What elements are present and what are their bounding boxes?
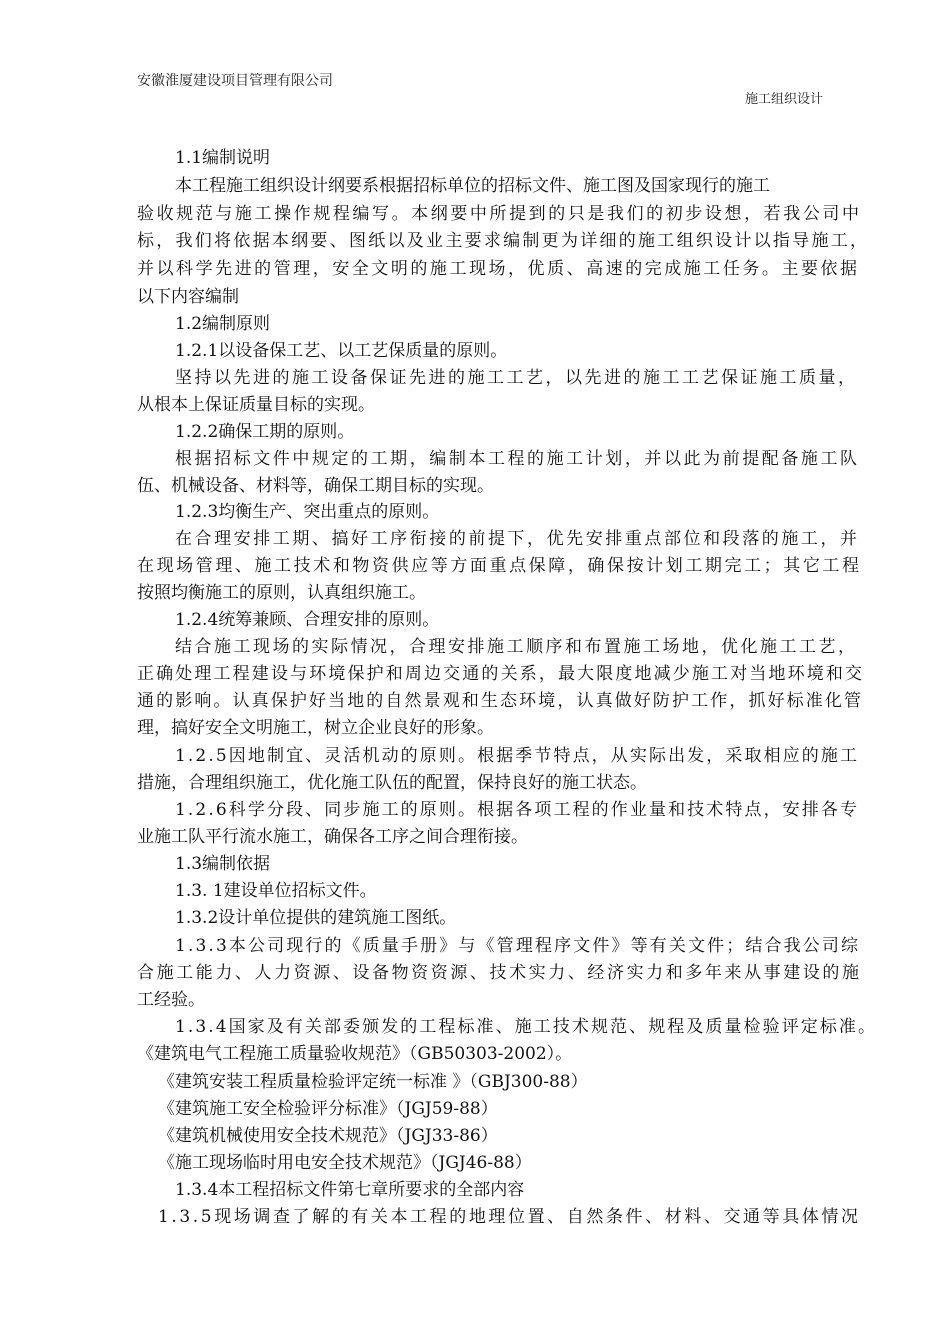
header-company: 安徽淮厦建设项目管理有限公司 — [137, 73, 333, 89]
text-line: 1.2编制原则 — [175, 314, 271, 334]
text-line: 措施，合理组织施工，优化施工队伍的配置，保持良好的施工状态。 — [137, 773, 647, 793]
text-line: 验收规范与施工操作规程编写。本纲要中所提到的只是我们的初步设想，若我公司中 — [137, 204, 862, 224]
text-line: 1.3编制依据 — [175, 854, 271, 874]
text-line: 业施工队平行流水施工，确保各工序之间合理衔接。 — [137, 827, 528, 847]
text-line: 1.3.2设计单位提供的建筑施工图纸。 — [175, 908, 457, 928]
text-line: 1.3.3本公司现行的《质量手册》与《管理程序文件》等有关文件；结合我公司综 — [175, 936, 861, 956]
text-line: 1.2.2确保工期的原则。 — [175, 422, 355, 442]
text-line: 结合施工现场的实际情况，合理安排施工顺序和布置施工场地，优化施工工艺， — [175, 637, 858, 657]
text-line: 《建筑安装工程质量检验评定统一标准 》（GBJ300-88） — [158, 1072, 588, 1092]
text-line: 理，搞好安全文明施工，树立企业良好的形象。 — [137, 718, 494, 738]
text-line: 本工程施工组织设计纲要系根据招标单位的招标文件、施工图及国家现行的施工 — [175, 176, 770, 196]
text-line: 在合理安排工期、搞好工序衔接的前提下，优先安排重点部位和段落的施工，并 — [175, 529, 860, 549]
text-line: 以下内容编制 — [137, 287, 239, 307]
text-line: 工经验。 — [137, 990, 205, 1010]
text-line: 从根本上保证质量目标的实现。 — [137, 395, 375, 415]
text-line: 正确处理工程建设与环境保护和周边交通的关系，最大限度地减少施工对当地环境和交 — [137, 664, 865, 684]
text-line: 1.2.1以设备保工艺、以工艺保质量的原则。 — [175, 341, 508, 361]
text-line: 1.3.4国家及有关部委颁发的工程标准、施工技术规范、规程及质量检验评定标准。 — [175, 1017, 878, 1037]
header-doc-title: 施工组织设计 — [745, 92, 824, 107]
text-line: 坚持以先进的施工设备保证先进的施工工艺，以先进的施工工艺保证施工质量， — [175, 368, 858, 388]
text-line: 并以科学先进的管理，安全文明的施工现场，优质、高速的完成施工任务。主要依据 — [137, 259, 860, 279]
text-line: 通的影响。认真保护好当地的自然景观和生态环境，认真做好防护工作，抓好标准化管 — [137, 691, 864, 711]
text-line: 伍、机械设备、材料等，确保工期目标的实现。 — [137, 476, 494, 496]
text-line: 合施工能力、人力资源、设备物资资源、技术实力、经济实力和多年来从事建设的施 — [137, 963, 862, 983]
text-line: 根据招标文件中规定的工期，编制本工程的施工计划，并以此为前提配备施工队 — [175, 449, 860, 469]
text-line: 《建筑施工安全检验评分标准》（JGJ59-88） — [158, 1099, 498, 1119]
text-line: 在现场管理、施工技术和物资供应等方面重点保障，确保按计划工期完工；其它工程 — [137, 556, 862, 576]
text-line: 《建筑电气工程施工质量验收规范》（GB50303-2002）。 — [137, 1044, 573, 1064]
text-line: 1.3. 1建设单位招标文件。 — [175, 881, 377, 901]
text-line: 1.2.5因地制宜、灵活机动的原则。根据季节特点，从实际出发，采取相应的施工 — [175, 746, 860, 766]
text-line: 1.2.3均衡生产、突出重点的原则。 — [175, 502, 440, 522]
text-line: 《施工现场临时用电安全技术规范》（JGJ46-88） — [158, 1153, 532, 1173]
text-line: 按照均衡施工的原则，认真组织施工。 — [137, 583, 426, 603]
text-line: 1.3.4本工程招标文件第七章所要求的全部内容 — [175, 1180, 525, 1200]
text-line: 1.2.4统筹兼顾、合理安排的原则。 — [175, 610, 440, 630]
text-line: 1.1编制说明 — [175, 148, 271, 168]
text-line: 标，我们将依据本纲要、图纸以及业主要求编制更为详细的施工组织设计以指导施工， — [137, 231, 870, 251]
text-line: 1.2.6科学分段、同步施工的原则。根据各项工程的作业量和技术特点，安排各专 — [175, 800, 860, 820]
text-line: 《建筑机械使用安全技术规范》（JGJ33-86） — [158, 1126, 498, 1146]
text-line: 1.3.5现场调查了解的有关本工程的地理位置、自然条件、材料、交通等具体情况 — [158, 1207, 861, 1227]
